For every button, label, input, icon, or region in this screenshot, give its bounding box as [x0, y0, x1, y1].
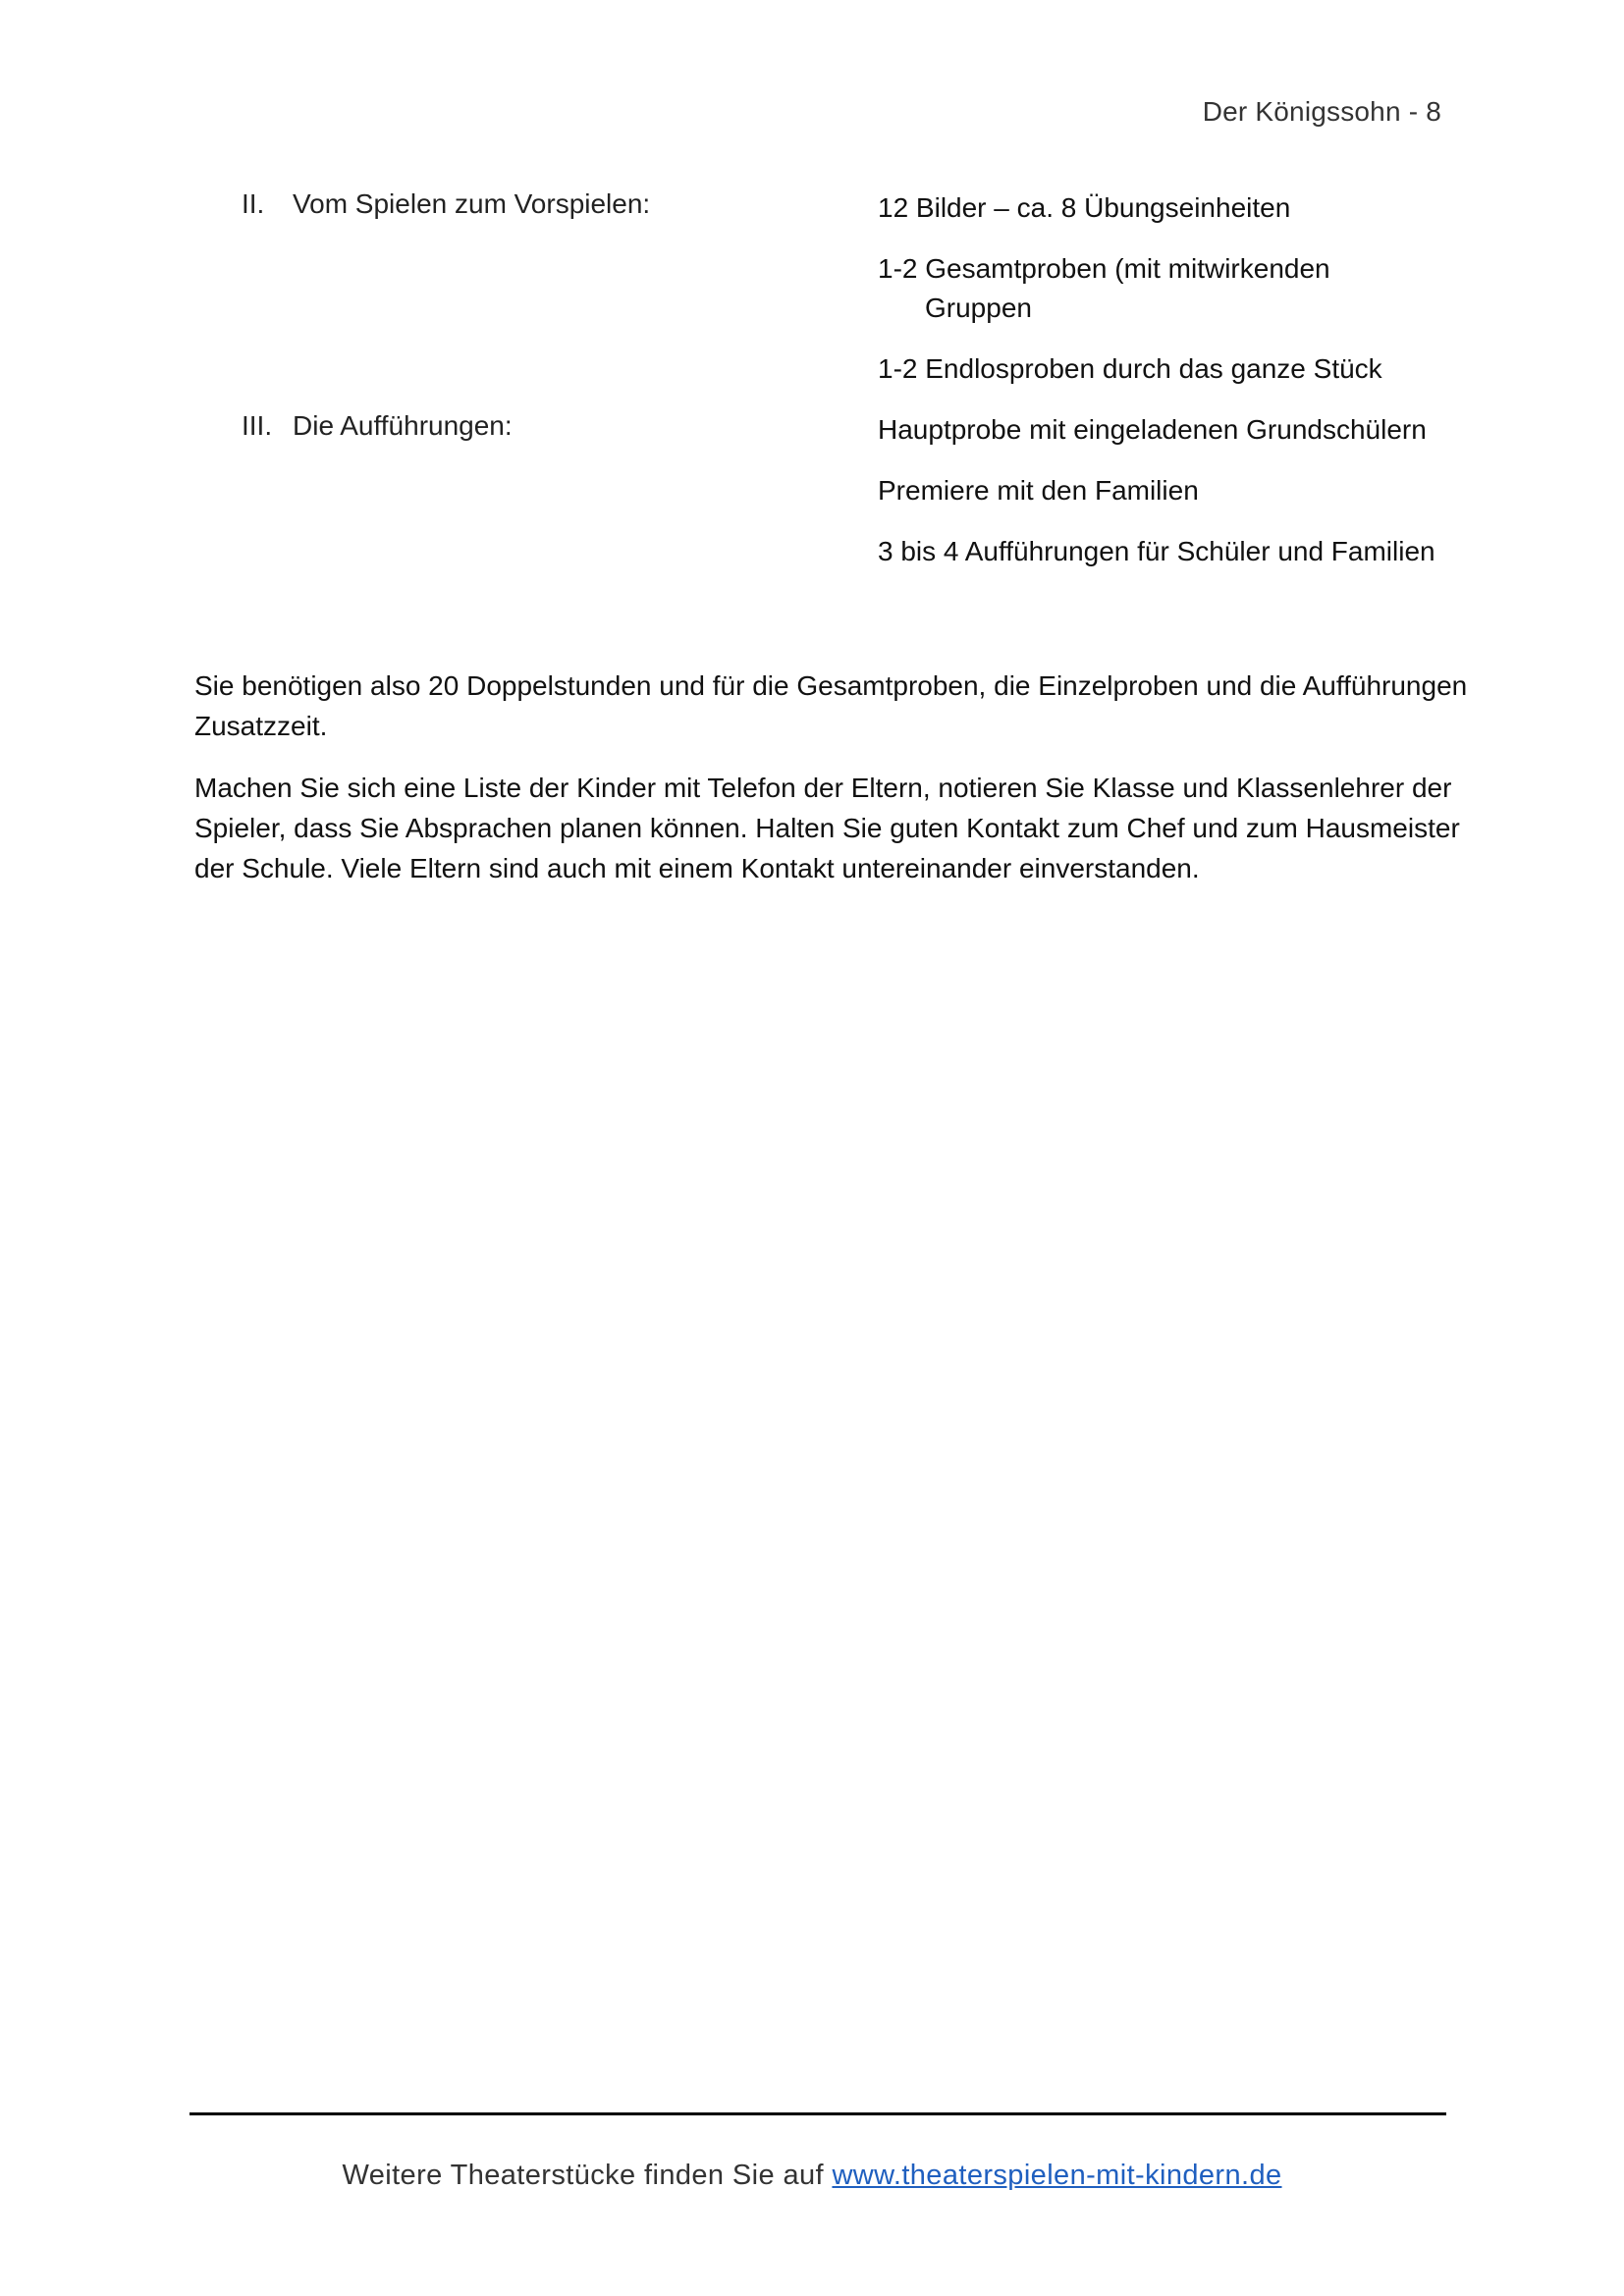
phase-numeral: II. — [242, 188, 265, 219]
phase-3 — [242, 410, 1459, 571]
phase-item — [878, 249, 1459, 328]
phase-items — [878, 188, 1459, 389]
phase-items — [878, 410, 1459, 571]
phase-2 — [242, 188, 1459, 389]
phase-label — [242, 188, 650, 220]
phase-item-text: Hauptprobe mit eingeladenen Grundschülern — [878, 414, 1427, 445]
phase-item-text: Premiere mit den Familien — [878, 475, 1199, 506]
phase-title: Die Aufführungen: — [293, 410, 513, 441]
footer-divider — [189, 2112, 1446, 2115]
phase-item-text: 3 bis 4 Aufführungen für Schüler und Familien — [878, 536, 1435, 566]
phase-item — [878, 471, 1459, 510]
body-text — [194, 666, 1471, 910]
phase-item-text: 1-2 Gesamtproben (mit mitwirkenden — [878, 253, 1330, 284]
phase-item-text: 12 Bilder – ca. 8 Übungseinheiten — [878, 192, 1291, 223]
running-header: Der Königssohn - 8 — [1202, 96, 1441, 127]
phase-item — [878, 410, 1459, 450]
paragraph: Sie benötigen also 20 Doppelstunden und für die Gesamtproben, die Einzelproben und die Aufführungen Zusatzzeit. — [194, 670, 1468, 741]
phase-item-text: 1-2 Endlosproben durch das ganze Stück — [878, 353, 1382, 384]
phase-label — [242, 410, 513, 442]
phase-item — [878, 532, 1459, 571]
schedule-list — [242, 188, 1459, 593]
page-footer — [0, 2160, 1624, 2192]
footer-link[interactable]: www.theaterspielen-mit-kindern.de — [832, 2160, 1282, 2191]
footer-text: Weitere Theaterstücke finden Sie auf — [342, 2160, 833, 2191]
phase-item — [878, 188, 1459, 228]
phase-item — [878, 349, 1459, 389]
phase-title: Vom Spielen zum Vorspielen: — [293, 188, 651, 219]
paragraph: Machen Sie sich eine Liste der Kinder mit Telefon der Eltern, notieren Sie Klasse und Klassenlehrer der Spieler, dass Sie Absprachen planen können. Halten Sie guten Kontakt zum Chef und zum Hausmeister der Schule. Viele Eltern sind auch mit einem Kontakt untereinander einverstanden. — [194, 773, 1460, 883]
phase-item-continuation: Gruppen — [925, 293, 1032, 323]
phase-numeral: III. — [242, 410, 273, 441]
